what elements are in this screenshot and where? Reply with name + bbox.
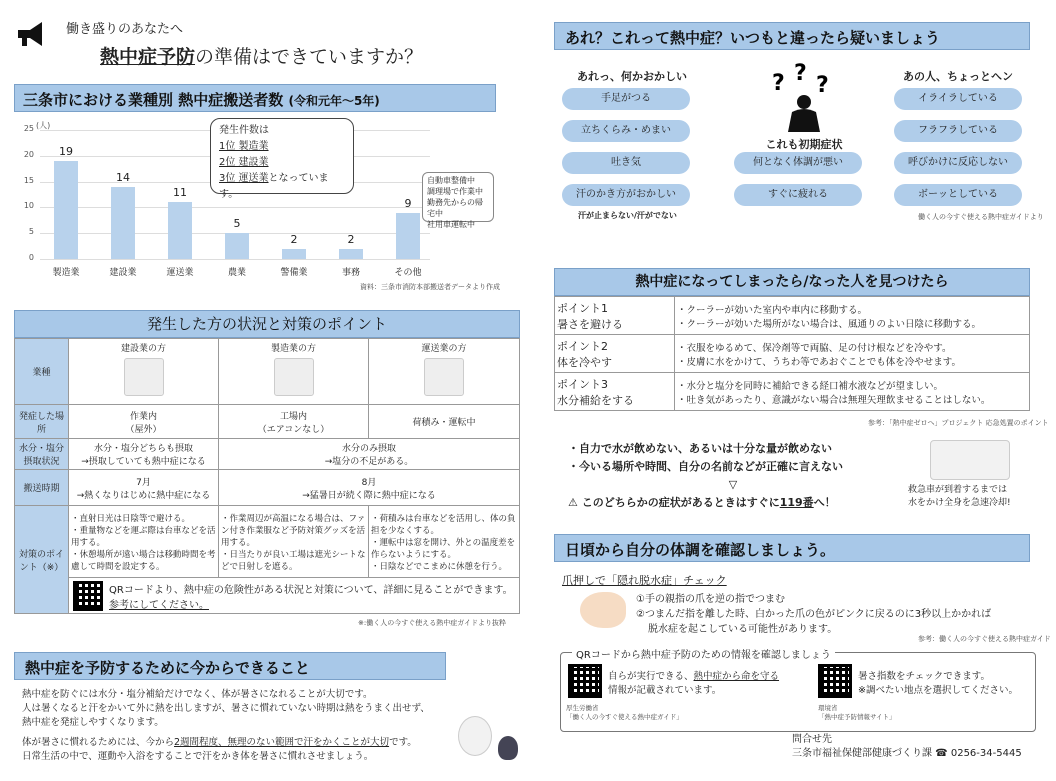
other-list: 自動車整備中 調理場で作業中 勤務先からの帰宅中 社用車運転中 <box>422 172 494 222</box>
thumb-illustration <box>580 592 626 628</box>
chart-section-title: 三条市における業種別 熱中症搬送者数 (令和元年〜5年) <box>14 84 496 112</box>
chart-source: 資料：三条市消防本部搬送者データより作成 <box>360 283 500 291</box>
symptom-right-1: イライラしている <box>894 88 1022 110</box>
bar-value-label: 2 <box>290 232 298 246</box>
factory-illustration <box>274 358 314 396</box>
bar <box>396 213 420 259</box>
y-tick-label: 10 <box>23 201 34 211</box>
truck-illustration <box>424 358 464 396</box>
x-tick-label: 製造業 <box>52 268 80 278</box>
y-tick-label: 0 <box>28 253 34 262</box>
bar <box>225 233 249 259</box>
symptoms-right-heading: あの人、ちょっとヘン <box>903 70 1013 83</box>
qr-b-text: 暑さ指数をチェックできます。 ※調べたい地点を選択してください。 <box>858 671 1018 696</box>
bar-value-label: 2 <box>347 232 355 246</box>
bar <box>111 187 135 259</box>
x-tick-label: 警備業 <box>280 268 308 278</box>
symptom-left-1: 手足がつる <box>562 88 690 110</box>
svg-text:?: ? <box>794 62 807 86</box>
svg-text:?: ? <box>772 71 785 96</box>
firstaid-source: 参考：「熱中症ゼロへ」プロジェクト 応急処置のポイント <box>868 419 1049 427</box>
bar <box>339 249 363 259</box>
megaphone-icon <box>14 20 48 50</box>
qr-code-env-icon[interactable] <box>818 664 852 698</box>
gridline <box>40 207 430 208</box>
x-tick-label: 運送業 <box>166 268 194 278</box>
symptom-center-1: 何となく体調が悪い <box>734 152 862 174</box>
symptom-left-4: 汗のかき方がおかしい <box>562 184 690 206</box>
bar-value-label: 9 <box>404 196 412 210</box>
bar-value-label: 11 <box>173 186 187 200</box>
callout-box: 発生件数は 1位 製造業 2位 建設業 3位 運送業となっています。 <box>210 118 354 194</box>
x-tick-label: 事務 <box>341 268 360 278</box>
qr-code-mhlw-icon[interactable] <box>568 664 602 698</box>
bar-value-label: 5 <box>233 217 241 231</box>
daily-subtitle: 爪押しで「隠れ脱水症」チェック <box>562 574 727 587</box>
situation-table: 業種 建設業の方 製造業の方 運送業の方 発症した場所 作業内 （屋外） 工場内 （エアコンなし） 荷積み・運転中 水分・塩分摂取状況 水分・塩分どちらも摂取 →摂取していても熱中症になる 水分のみ摂取 →塩分の不足がある。 搬送時期 7月 →熱くなりはじめに熱中症になる 8月 →猛暑日が続く際に熱中症になる 対策のポイント（※） ・直射日光は日陰等で避ける。 ・重量物などを運ぶ際は台車などを活用する。 ・休憩場所が遠い場合は移動時間を考慮して時間を設定する。 ・作業周辺が高温になる場合は、ファン付き作業服など予防対策グッズを活用する。 ・日当たりが良い工場は遮光シートなどで日射しを遮る。 ・荷積みは台車などを活用し、体の負担を少なくする。 ・運転中は窓を開け、外との温度差を作らないようにする。 ・日陰などでこまめに休憩を行う。 QRコードより、熱中症の危険性がある状況と対策について、詳細に見ることができます。 参考にしてください。 <box>14 338 520 614</box>
y-tick-label: 20 <box>23 149 34 159</box>
situation-title: 発生した方の状況と対策のポイント <box>14 310 520 338</box>
warning-icon: ⚠ <box>568 496 578 509</box>
symptom-center-2: すぐに疲れる <box>734 184 862 206</box>
bar <box>168 202 192 259</box>
prevent-title: 熱中症を予防するために今からできること <box>14 652 446 680</box>
situation-footnote: ※:働く人の今すぐ使える熱中症ガイドより抜粋 <box>358 619 507 627</box>
qr-code-icon[interactable] <box>73 581 103 611</box>
bar <box>282 249 306 259</box>
x-tick-label: 農業 <box>227 268 246 278</box>
bar-value-label: 14 <box>116 170 130 184</box>
warning-box: ・自力で水が飲めない、あるいは十分な量が飲めない ・今いる場所や時間、自分の名前などが正確に言えない ▽ ⚠ このどちらかの症状があるときはすぐに119番へ！ <box>568 442 843 509</box>
header-tagline: 働き盛りのあなたへ <box>66 22 184 37</box>
qr-b-caption: 環境省 「熱中症予防情報サイト」 <box>818 704 896 721</box>
svg-text:?: ? <box>816 73 829 98</box>
bear-mascot-illustration <box>458 716 492 756</box>
symptom-left-3: 吐き気 <box>562 152 690 174</box>
title-emphasis: 熱中症予防 <box>100 46 196 68</box>
firstaid-title: 熱中症になってしまったら/なった人を見つけたら <box>554 268 1030 296</box>
qr-a-text: 自らが実行できる、熱中症から命を守る 情報が記載されています。 <box>608 671 780 696</box>
symptom-right-2: フラフラしている <box>894 120 1022 142</box>
firstaid-table: ポイント1 暑さを避ける ・クーラーが効いた室内や車内に移動する。 ・クーラーが効いた場所がない場合は、風通りのよい日陰に移動する。 ポイント2 体を冷やす ・衣服をゆるめて、保冷剤等で両脇、足の付け根などを冷やす。 ・皮膚に水をかけて、うちわ等であおぐことでも体を冷やせます。 ポイント3 水分補給をする ・水分と塩分を同時に補給できる経口補水液などが望ましい。 ・吐き気があったり、意識がない場合は無理矢理飲ませることはしない。 <box>554 296 1030 411</box>
page-title <box>100 42 423 69</box>
phone-icon: ☎ <box>935 748 948 759</box>
chart-unit: (人) <box>36 121 51 130</box>
symptoms-title: あれ？これって熱中症？いつもと違ったら疑いましょう <box>554 22 1030 50</box>
x-tick-label: その他 <box>394 268 422 278</box>
y-tick-label: 15 <box>23 175 34 185</box>
qr-a-caption: 厚生労働省 「働く人の今すぐ使える熱中症ガイド」 <box>566 704 683 721</box>
daily-source: 参考：働く人の今すぐ使える熱中症ガイド <box>918 635 1051 643</box>
symptoms-left-heading: あれっ、何かおかしい <box>577 70 687 83</box>
contact-line: 三条市福祉保健部健康づくり課 ☎ 0256-34-5445 <box>792 748 1022 759</box>
daily-title: 日頃から自分の体調を確認しましょう。 <box>554 534 1030 562</box>
construction-illustration <box>124 358 164 396</box>
y-tick-label: 25 <box>23 124 34 133</box>
daily-steps: ①手の親指の爪を逆の指でつまむ ②つまんだ指を離した時、白かった爪の色がピンクに戻るのに3秒以上かかれば 脱水症を起こしている可能性があります。 <box>636 594 992 635</box>
x-tick-label: 建設業 <box>109 268 137 278</box>
symptom-right-4: ボーッとしている <box>894 184 1022 206</box>
prevent-text: 熱中症を防ぐには水分・塩分補給だけでなく、体が暑さになれることが大切です。 人は暑くなると汗をかいて外に熱を出しますが、暑さに慣れていない時期は熱をうまく出せず、 熱中症を発症しやすくなります。 体が暑さに慣れるためには、今から2週間程度、無理のない範囲で汗をかくことが大切です。 日常生活の中で、運動や入浴をすることで汗をかき体を暑さに慣れさせましょう。 <box>22 689 430 762</box>
symptom-right-3: 呼びかけに反応しない <box>894 152 1022 174</box>
title-rest: の準備はできていますか？ <box>195 46 424 68</box>
gridline <box>40 259 430 260</box>
bar-value-label: 19 <box>59 144 73 158</box>
y-tick-label: 5 <box>28 227 34 237</box>
ambulance-note: 救急車が到着するまでは 水をかけ全身を急速冷却! <box>908 485 1011 508</box>
symptoms-source: 働く人の今すぐ使える熱中症ガイドより <box>918 213 1044 221</box>
qr-info-title: QRコードから熱中症予防のための情報を確認しましょう <box>572 646 835 661</box>
confused-person-icon <box>770 62 834 132</box>
symptom-left-2: 立ちくらみ・めまい <box>562 120 690 142</box>
bar <box>54 161 78 259</box>
symptom-left-note: 汗が止まらない/汗がでない <box>578 211 677 220</box>
penguin-mascot-illustration <box>498 736 518 760</box>
cooling-illustration <box>930 440 1010 480</box>
contact-label: 問合せ先 <box>792 734 832 745</box>
symptoms-center-heading: これも初期症状 <box>765 138 843 151</box>
